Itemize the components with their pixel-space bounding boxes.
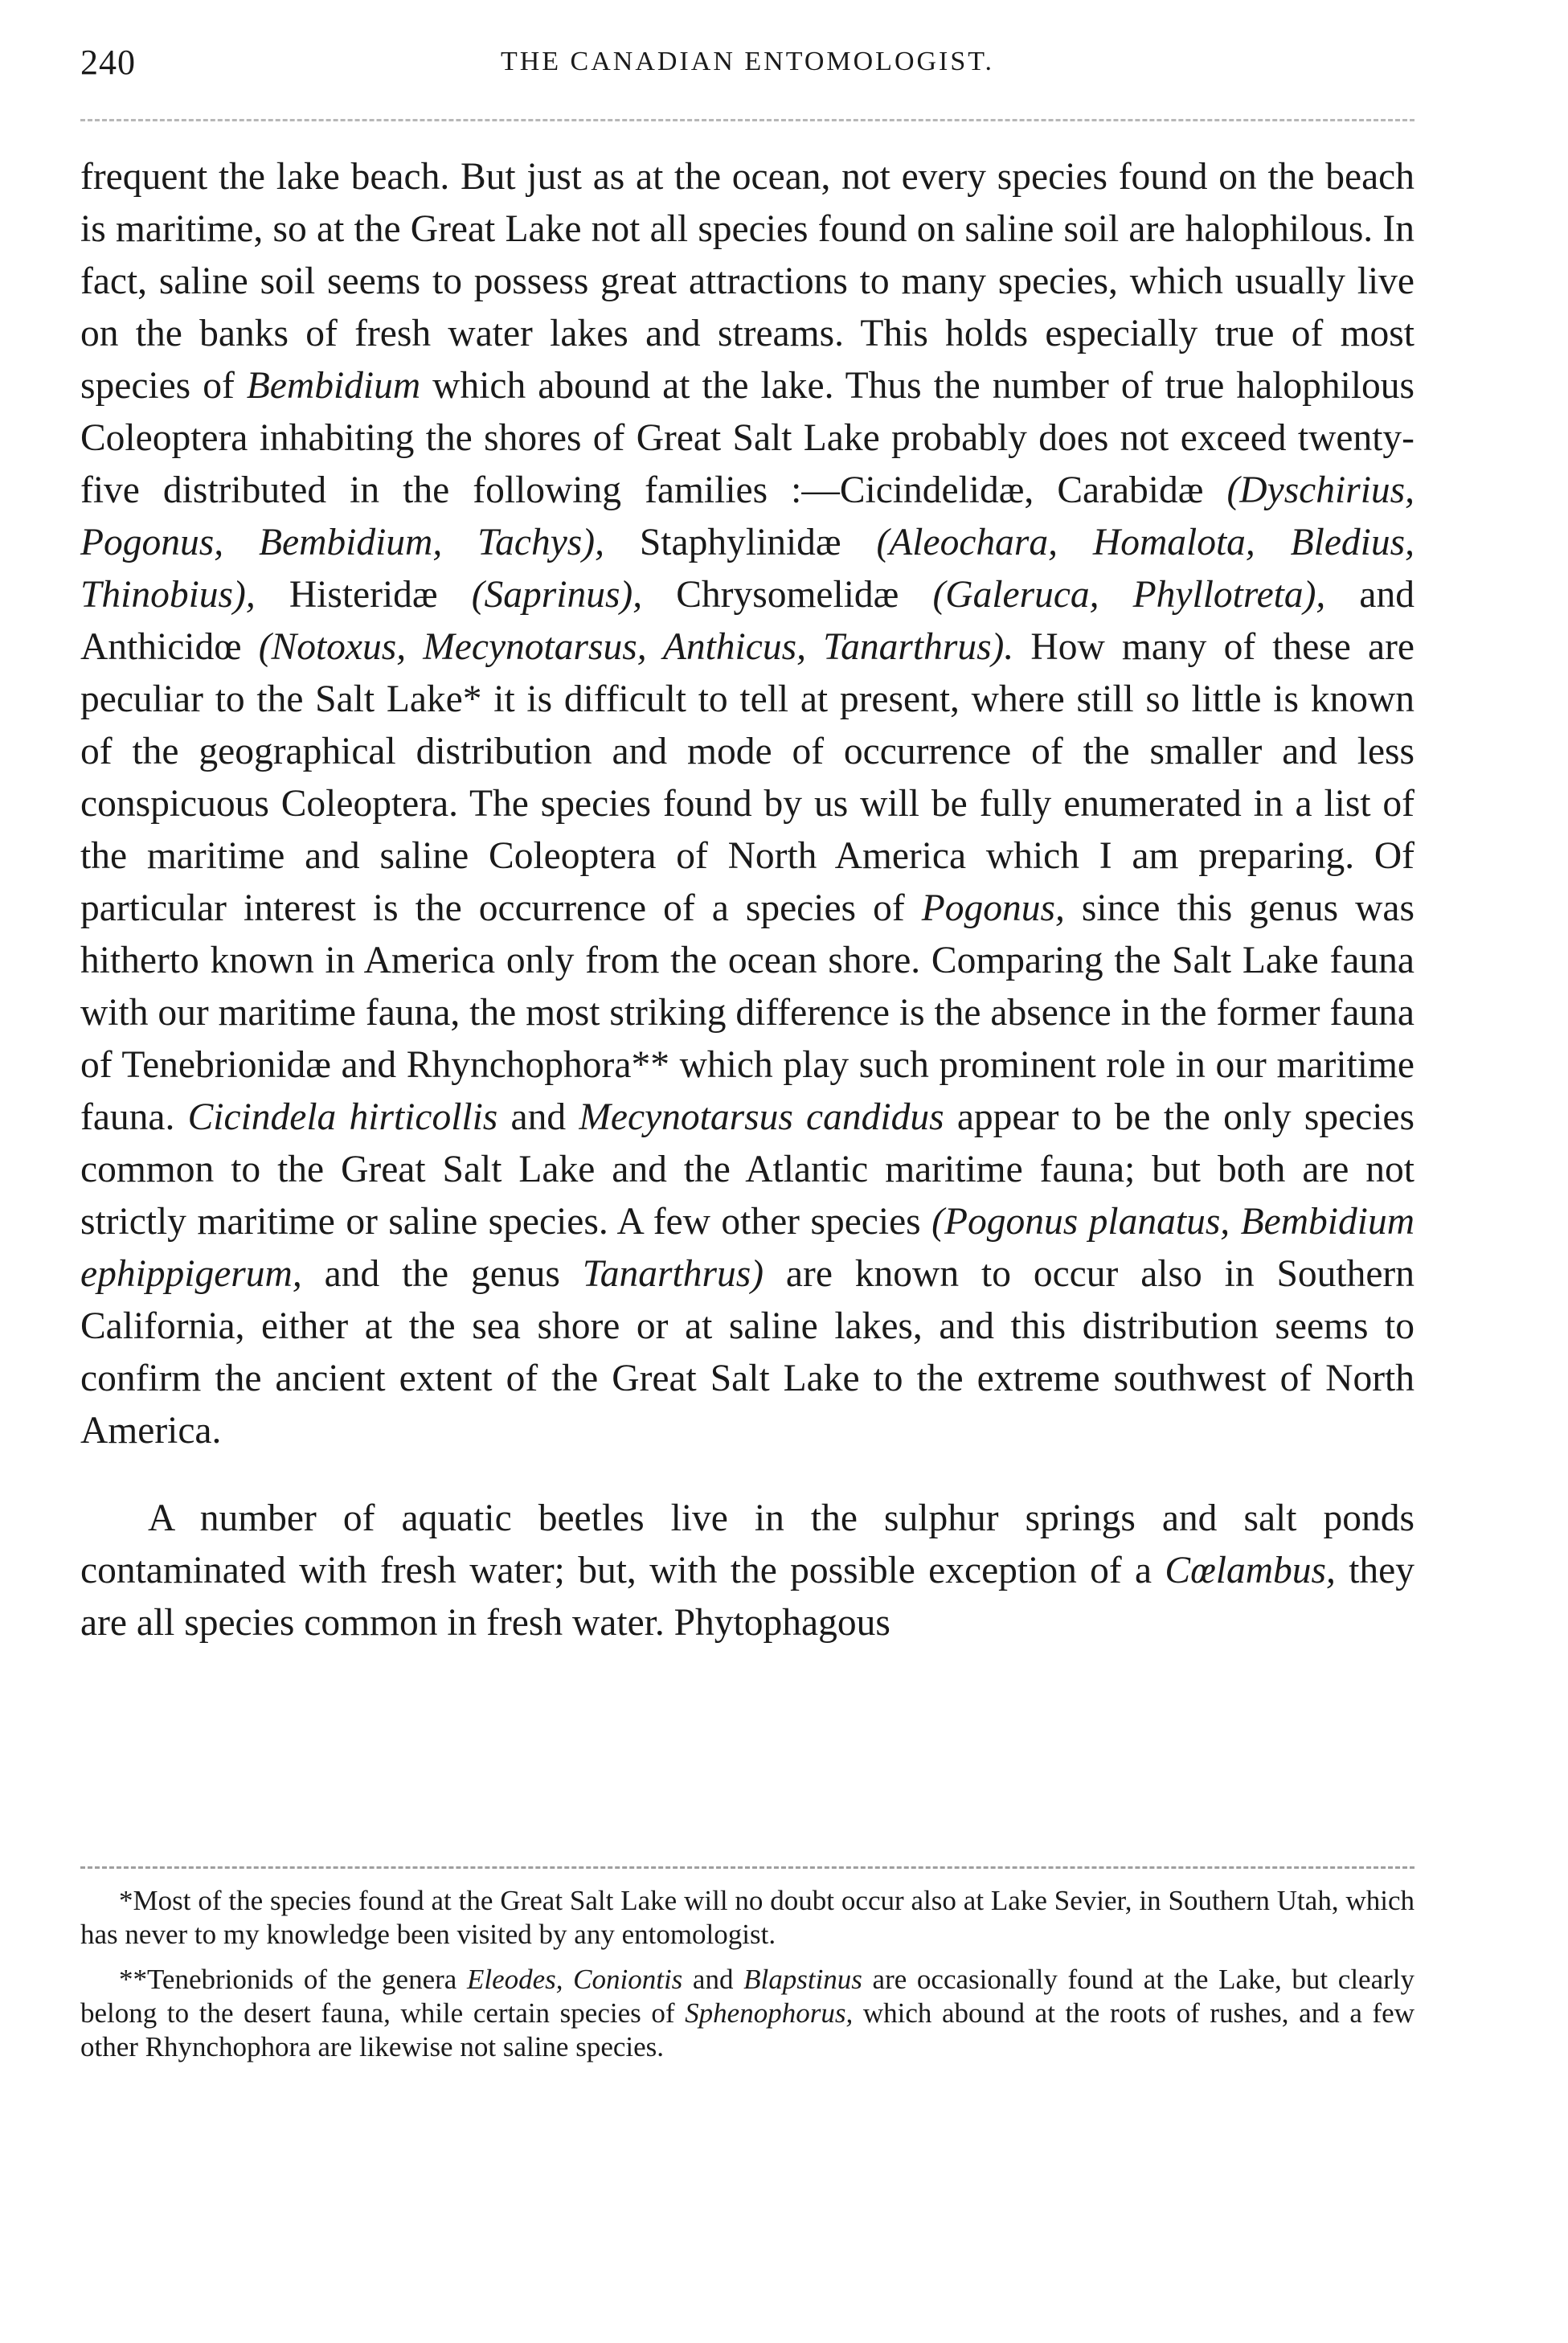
genus-name: Pogonus,: [921, 887, 1065, 929]
page-number: 240: [80, 43, 136, 82]
genus-list: (Notoxus, Mecynotarsus, Anthicus, Tanarthrus).: [258, 626, 1014, 668]
footnote-1: *Most of the species found at the Great Salt Lake will no doubt occur also at Lake Sevier, in Southern Utah, which has never to my knowledge been visited by any entomologist.: [80, 1885, 1414, 1950]
species-name: Cicindela hirticollis: [187, 1096, 498, 1138]
paragraph-1: frequent the lake beach. But just as at the ocean, not every species found on the beach is maritime, so at the Great Lake not all species found on saline soil are halophilous. In fact, saline soil seems to possess great attractions to many species, which usually live on the banks of fresh water lakes and streams. This holds especially true of most species of Bembidium which abound at the lake. Thus the number of true halophilous Coleoptera inhabiting the shores of Great Salt Lake probably does not exceed twenty-five distributed in the following families :—Cicindelidæ, Carabidæ (Dyschirius, Pogonus, Bembidium, Tachys), Staphylinidæ (Aleochara, Homalota, Bledius, Thinobius), Histeridæ (Saprinus), Chrysomelidæ (Galeruca, Phyllotreta), and Anthicidœ (Notoxus, Mecynotarsus, Anthicus, Tanarthrus). How many of these are peculiar to the Salt Lake* it is difficult to tell at present, where still so little is known of the geographical distribution and mode of occurrence of the smaller and less conspicuous Coleoptera. The species found by us will be fully enumerated in a list of the maritime and saline Coleoptera of North America which I am preparing. Of particular interest is the occurrence of a species of Pogonus, since this genus was hitherto known in America only from the ocean shore. Comparing the Salt Lake fauna with our maritime fauna, the most striking difference is the absence in the former fauna of Tenebrionidæ and Rhynchophora** which play such prominent role in our maritime fauna. Cicindela hirticollis and Mecynotarsus candidus appear to be the only species common to the Great Salt Lake and the Atlantic maritime fauna; but both are not strictly maritime or saline species. A few other species (Pogonus planatus, Bembidium ephippigerum, and the genus Tanarthrus) are known to occur also in Southern California, either at the sea shore or at saline lakes, and this distribution seems to confirm the ancient extent of the Great Salt Lake to the extreme southwest of North America.: [80, 156, 1415, 1452]
genus-name: Eleodes,: [466, 1964, 563, 1995]
main-text: [80, 151, 1414, 1649]
species-name: Mecynotarsus candidus: [579, 1096, 944, 1138]
genus-name: Coniontis: [573, 1964, 683, 1995]
running-title: THE CANADIAN ENTOMOLOGIST.: [500, 47, 995, 76]
footnote-divider: [80, 1866, 1414, 1869]
footnotes: [80, 1884, 1414, 2064]
genus-list: (Galeruca, Phyllotreta),: [932, 574, 1326, 616]
genus-name: Blapstinus: [743, 1964, 862, 1995]
genus-list: (Saprinus),: [471, 574, 643, 616]
genus-name: Cœlambus,: [1165, 1550, 1336, 1591]
page-header: [80, 42, 1414, 90]
genus-list: (Dyschirius, Pogonus, Bembidium, Tachys),: [80, 469, 1414, 563]
genus-name: Bembidium: [246, 365, 421, 407]
genus-list: (Aleochara, Homalota, Bledius, Thinobius),: [80, 522, 1414, 616]
species-list: (Pogonus planatus, Bembidium ephippigerum,: [80, 1201, 1414, 1295]
footnote-2: **Tenebrionids of the genera Eleodes, Coniontis and Blapstinus are occasionally found at the Lake, but clearly belong to the desert fauna, while certain species of Sphenophorus, which abound at the roots of rushes, and a few other Rhynchophora are likewise not saline species.: [80, 1964, 1414, 2062]
genus-name: Tanarthrus): [582, 1253, 764, 1295]
genus-name: Sphenophorus,: [685, 1997, 854, 2029]
paragraph-2: A number of aquatic beetles live in the sulphur springs and salt ponds contaminated with fresh water; but, with the possible exception of a Cœlambus, they are all species common in fresh water. Phytophagous: [80, 1497, 1414, 1644]
header-divider: [80, 119, 1414, 121]
